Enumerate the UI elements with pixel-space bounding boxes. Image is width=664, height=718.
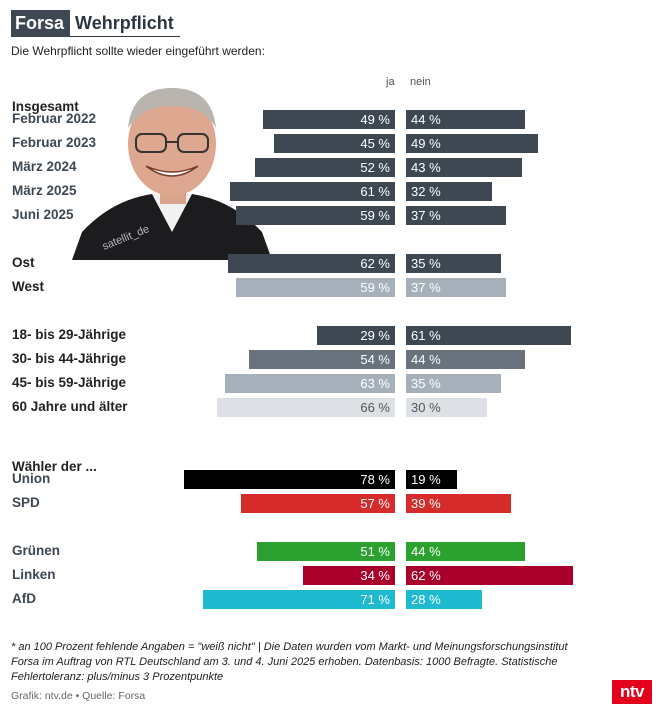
footnote-text: * an 100 Prozent fehlende Angaben = "weiß nicht" | Die Daten wurden vom Markt- und Meinungsforschungsinstitut Forsa im Auftrag von RTL Deutschland am 3. und 4. Juni 2025 erhoben. Datenbasis: 1000 Befragte. Statistische Fehlertoleranz: plus/minus 3 Prozentpunkte — [11, 641, 568, 683]
bar-ja: 71 % — [203, 590, 395, 609]
row-label: Union — [12, 471, 51, 486]
row-label: AfD — [12, 591, 36, 606]
bar-ja: 52 % — [255, 158, 395, 177]
watermark-text: satellit_de — [100, 223, 152, 253]
row-label: 30- bis 44-Jährige — [12, 351, 127, 366]
bar-ja: 51 % — [257, 542, 395, 561]
bar-nein: 44 % — [406, 542, 525, 561]
brand-label: Forsa — [11, 10, 70, 37]
bar-nein: 37 % — [406, 278, 506, 297]
credits-text: Grafik: ntv.de • Quelle: Forsa — [11, 690, 146, 702]
chart-subtitle: Die Wehrpflicht sollte wieder eingeführt werden: — [11, 44, 265, 58]
ntv-logo: ntv — [612, 680, 652, 704]
bar-nein: 61 % — [406, 326, 571, 345]
bar-ja: 61 % — [230, 182, 395, 201]
bar-nein: 44 % — [406, 350, 525, 369]
bar-nein: 32 % — [406, 182, 492, 201]
row-label: 45- bis 59-Jährige — [12, 375, 127, 390]
bar-ja: 59 % — [236, 206, 395, 225]
bar-ja: 54 % — [249, 350, 395, 369]
bar-nein: 44 % — [406, 110, 525, 129]
row-label: Februar 2023 — [12, 135, 97, 150]
row-label: West — [12, 279, 45, 294]
bar-ja: 49 % — [263, 110, 395, 129]
bar-nein: 35 % — [406, 374, 501, 393]
row-label: März 2024 — [12, 159, 77, 174]
group-heading: Wähler der ... — [12, 459, 97, 474]
row-label: 60 Jahre und älter — [12, 399, 128, 414]
bar-ja: 45 % — [274, 134, 396, 153]
bar-nein: 19 % — [406, 470, 457, 489]
bar-nein: 49 % — [406, 134, 538, 153]
bar-nein: 37 % — [406, 206, 506, 225]
column-header-ja: ja — [386, 76, 395, 88]
bar-ja: 34 % — [303, 566, 395, 585]
column-header-nein: nein — [410, 76, 431, 88]
row-label: SPD — [12, 495, 40, 510]
bar-nein: 28 % — [406, 590, 482, 609]
bar-nein: 30 % — [406, 398, 487, 417]
bar-ja: 57 % — [241, 494, 395, 513]
politician-photo — [72, 82, 272, 260]
page-title: Wehrpflicht — [70, 10, 180, 37]
bar-ja: 63 % — [225, 374, 395, 393]
row-label: Februar 2022 — [12, 111, 97, 126]
chart-title — [11, 10, 180, 37]
row-label: Ost — [12, 255, 35, 270]
row-label: Linken — [12, 567, 56, 582]
bar-nein: 35 % — [406, 254, 501, 273]
bar-ja: 29 % — [317, 326, 395, 345]
bar-nein: 62 % — [406, 566, 573, 585]
row-label: Juni 2025 — [12, 207, 74, 222]
bar-ja: 78 % — [184, 470, 395, 489]
group-heading: Insgesamt — [12, 99, 79, 114]
row-label: Grünen — [12, 543, 61, 558]
bar-ja: 62 % — [228, 254, 395, 273]
row-label: 18- bis 29-Jährige — [12, 327, 127, 342]
bar-nein: 43 % — [406, 158, 522, 177]
bar-ja: 66 % — [217, 398, 395, 417]
bar-ja: 59 % — [236, 278, 395, 297]
bar-nein: 39 % — [406, 494, 511, 513]
row-label: März 2025 — [12, 183, 77, 198]
